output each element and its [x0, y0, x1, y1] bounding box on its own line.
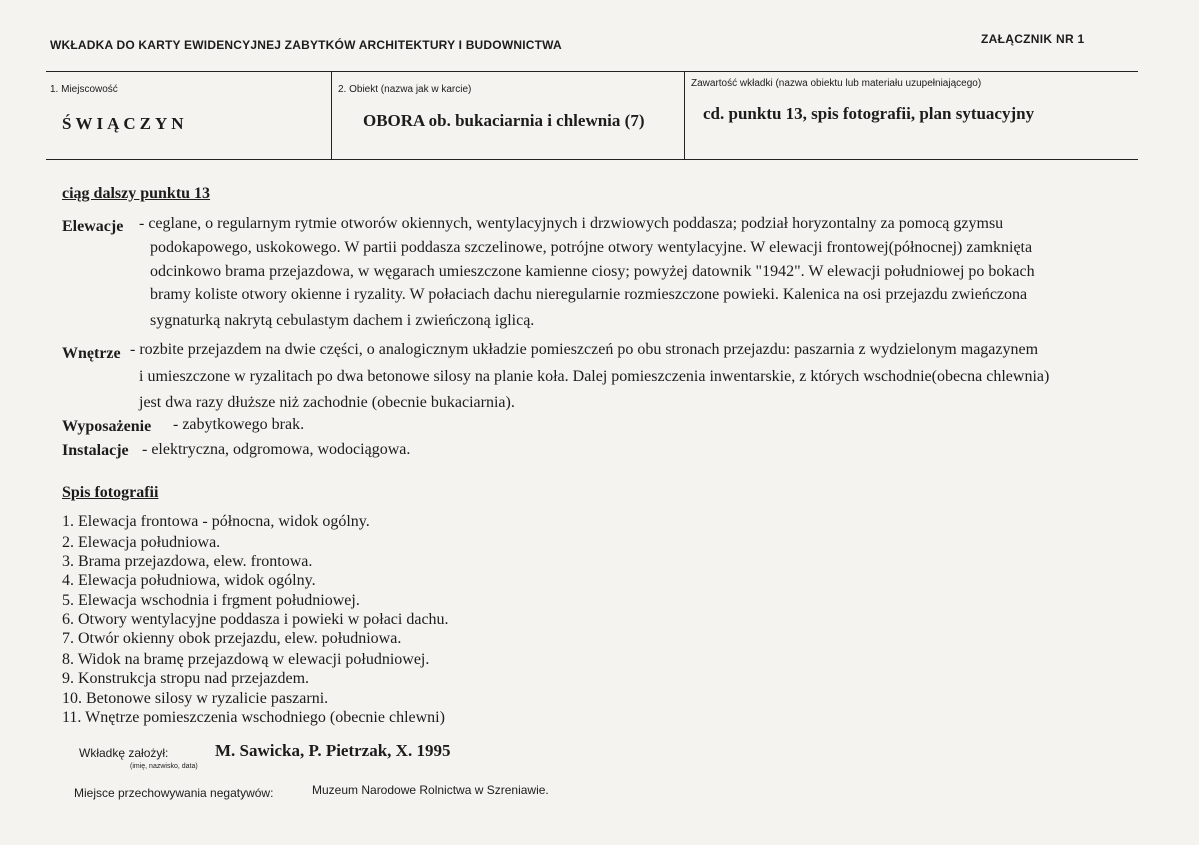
- elewacje-line: odcinkowo brama przejazdowa, w węgarach umieszczone kamienne ciosy; powyżej datownik "1942". W elewacji południowej po bokach: [150, 263, 1035, 280]
- document-title: WKŁADKA DO KARTY EWIDENCYJNEJ ZABYTKÓW ARCHITEKTURY I BUDOWNICTWA: [50, 38, 562, 52]
- photo-list-item: 2. Elewacja południowa.: [62, 534, 221, 551]
- form-bottom-border: [46, 159, 1138, 160]
- photo-list-heading: Spis fotografii: [62, 484, 159, 501]
- storage-label: Miejsce przechowywania negatywów:: [74, 786, 274, 800]
- elewacje-line: podokapowego, uskokowego. W partii poddasza szczelinowe, potrójne otwory wentylacyjne. W elewacji frontowej(północnej) zamknięta: [150, 239, 1033, 256]
- photo-list-item: 9. Konstrukcja stropu nad przejazdem.: [62, 670, 310, 687]
- elewacje-line: sygnaturką nakrytą cebulastym dachem i zwieńczoną iglicą.: [150, 312, 535, 329]
- content-label: Zawartość wkładki (nazwa obiektu lub materiału uzupełniającego): [691, 78, 982, 89]
- photo-list-item: 11. Wnętrze pomieszczenia wschodniego (obecnie chlewni): [62, 709, 445, 726]
- elewacje-line: bramy koliste otwory okienne i ryzality. W połaciach dachu nieregularnie rozmieszczone powieki. Kalenica na osi przejazdu zwieńczona: [150, 286, 1028, 303]
- wyposazenie-label: Wyposażenie: [62, 418, 152, 435]
- photo-list-item: 5. Elewacja wschodnia i frgment południowej.: [62, 592, 360, 609]
- wnetrze-line: i umieszczone w ryzalitach po dwa betonowe silosy na planie koła. Dalej pomieszczenia inwentarskie, z których wschodnie(obecna chlewnia): [139, 368, 1050, 385]
- instalacje-label: Instalacje: [62, 442, 129, 459]
- place-label: 1. Miejscowość: [50, 84, 118, 95]
- place-value: ŚWIĄCZYN: [62, 114, 188, 133]
- wyposazenie-text: - zabytkowego brak.: [173, 416, 305, 433]
- object-value: OBORA ob. bukaciarnia i chlewnia (7): [363, 111, 645, 130]
- photo-list-item: 8. Widok na bramę przejazdową w elewacji południowej.: [62, 651, 430, 668]
- form-top-border: [46, 71, 1138, 72]
- wnetrze-line: jest dwa razy dłuższe niż zachodnie (obecnie bukaciarnia).: [139, 394, 515, 411]
- author-value: M. Sawicka, P. Pietrzak, X. 1995: [215, 741, 451, 760]
- author-label: Wkładkę założył:: [79, 746, 169, 760]
- form-divider-2: [684, 71, 685, 160]
- wnetrze-label: Wnętrze: [62, 345, 121, 362]
- photo-list-item: 6. Otwory wentylacyjne poddasza i powieki w połaci dachu.: [62, 611, 449, 628]
- object-label: 2. Obiekt (nazwa jak w karcie): [338, 84, 472, 95]
- photo-list-item: 10. Betonowe silosy w ryzalicie paszarni.: [62, 690, 329, 707]
- photo-list-item: 3. Brama przejazdowa, elew. frontowa.: [62, 553, 313, 570]
- photo-list-item: 1. Elewacja frontowa - północna, widok ogólny.: [62, 513, 370, 530]
- elewacje-line: - ceglane, o regularnym rytmie otworów okiennych, wentylacyjnych i drzwiowych poddasza; podział horyzontalny za pomocą gzymsu: [139, 215, 1004, 232]
- photo-list-item: 4. Elewacja południowa, widok ogólny.: [62, 572, 316, 589]
- continuation-heading: ciąg dalszy punktu 13: [62, 185, 211, 202]
- photo-list-item: 7. Otwór okienny obok przejazdu, elew. południowa.: [62, 630, 402, 647]
- content-value: cd. punktu 13, spis fotografii, plan sytuacyjny: [703, 104, 1035, 123]
- form-divider-1: [331, 71, 332, 160]
- annex-number: ZAŁĄCZNIK NR 1: [981, 32, 1085, 46]
- instalacje-text: - elektryczna, odgromowa, wodociągowa.: [142, 441, 411, 458]
- elewacje-label: Elewacje: [62, 218, 124, 235]
- storage-value: Muzeum Narodowe Rolnictwa w Szreniawie.: [312, 783, 549, 797]
- author-hint: (imię, nazwisko, data): [130, 763, 198, 770]
- wnetrze-line: - rozbite przejazdem na dwie części, o analogicznym układzie pomieszczeń po obu stronach przejazdu: paszarnia z wydzielonym magazynem: [130, 341, 1039, 358]
